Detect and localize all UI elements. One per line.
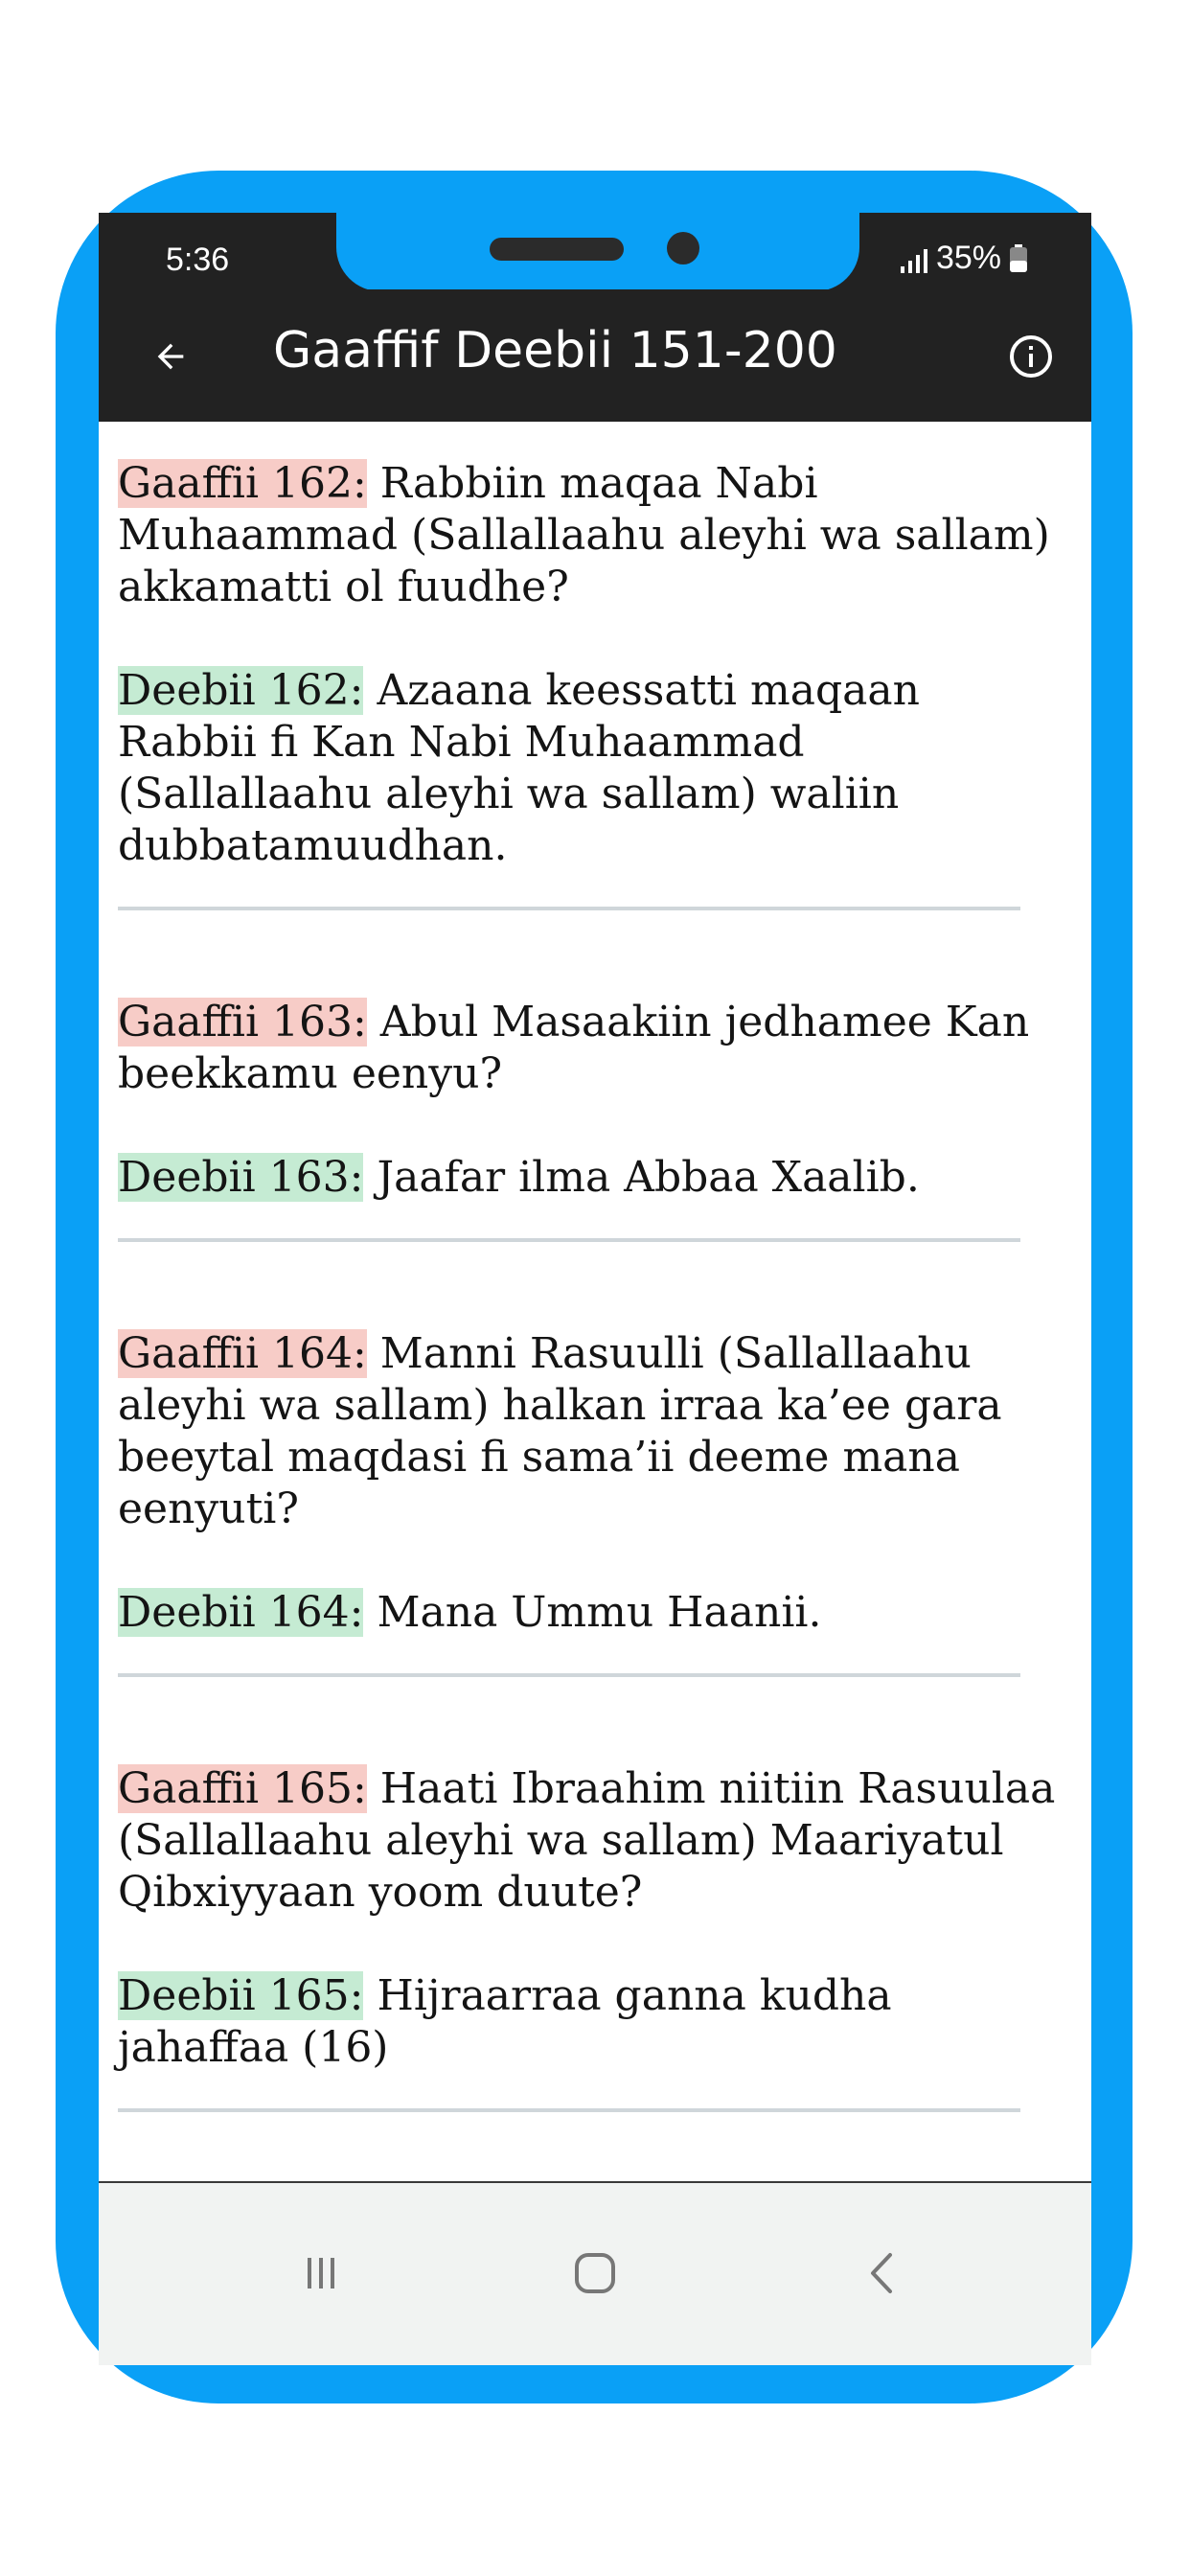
question-label: Gaaffii 164: [118,1329,367,1378]
answer-label: Deebii 163: [118,1153,364,1202]
question [118,1763,1066,1919]
divider [118,907,1020,910]
question-text: Rabbiin maqaa Nabi Muhaammad (Sallallaahu aleyhi wa sallam) akkamatti ol fuudhe? [118,459,1050,611]
qa-item [118,1328,1066,1677]
info-button[interactable] [997,323,1064,390]
question-text: Manni Rasuulli (Sallallaahu aleyhi wa sallam) halkan irraa ka’ee gara beeytal maqdasi fi sama’ii deeme mana eenyuti? [118,1329,1002,1533]
signal-icon [900,245,928,272]
recents-icon [302,2254,340,2292]
answer-text: Mana Ummu Haanii. [363,1588,822,1637]
home-icon [573,2251,617,2295]
speaker-grille [490,238,624,261]
front-camera [667,232,699,264]
back-button[interactable] [137,323,204,390]
question-text: Haati Ibraahim niitiin Rasuulaa (Sallallaahu aleyhi wa sallam) Maariyatul Qibxiyyaan yoom duute? [118,1764,1056,1917]
divider [118,1238,1020,1242]
battery-icon [1009,244,1028,273]
answer [118,1970,1066,2074]
question [118,997,1066,1100]
qa-item [118,1763,1066,2112]
app-bar [99,289,1091,422]
divider [118,1673,1020,1677]
answer-text: Jaafar ilma Abbaa Xaalib. [363,1153,920,1202]
answer [118,1587,1066,1639]
qa-item [118,458,1066,910]
camera-notch [336,209,859,291]
qa-list[interactable] [99,422,1091,2181]
arrow-left-icon [151,337,190,376]
system-back-button[interactable] [844,2235,921,2312]
answer [118,1152,1066,1204]
page-title: Gaaffif Deebii 151-200 [273,322,837,380]
back-chevron-icon [863,2251,902,2295]
question [118,458,1066,613]
question-label: Gaaffii 163: [118,998,367,1046]
divider [118,2108,1020,2112]
answer-label: Deebii 162: [118,666,364,715]
phone-screen [99,213,1091,2365]
answer [118,665,1066,872]
status-indicators [900,240,1028,277]
home-button[interactable] [557,2235,633,2312]
recents-button[interactable] [283,2235,359,2312]
answer-text: Hijraarraa ganna kudha jahaffaa (16) [118,1971,892,2072]
answer-label: Deebii 164: [118,1588,364,1637]
question-label: Gaaffii 165: [118,1764,367,1813]
question-label: Gaaffii 162: [118,459,367,508]
answer-label: Deebii 165: [118,1971,364,2020]
battery-percent: 35% [935,240,1001,276]
system-nav-bar [99,2183,1091,2365]
qa-item [118,997,1066,1242]
question [118,1328,1066,1535]
status-time: 5:36 [166,242,230,278]
info-icon [1008,334,1054,380]
question-text: Abul Masaakiin jedhamee Kan beekkamu eenyu? [118,998,1030,1098]
answer-text: Azaana keessatti maqaan Rabbii fi Kan Nabi Muhaammad (Sallallaahu aleyhi wa sallam) waliin dubbatamuudhan. [118,666,920,870]
status-bar [99,213,1091,289]
